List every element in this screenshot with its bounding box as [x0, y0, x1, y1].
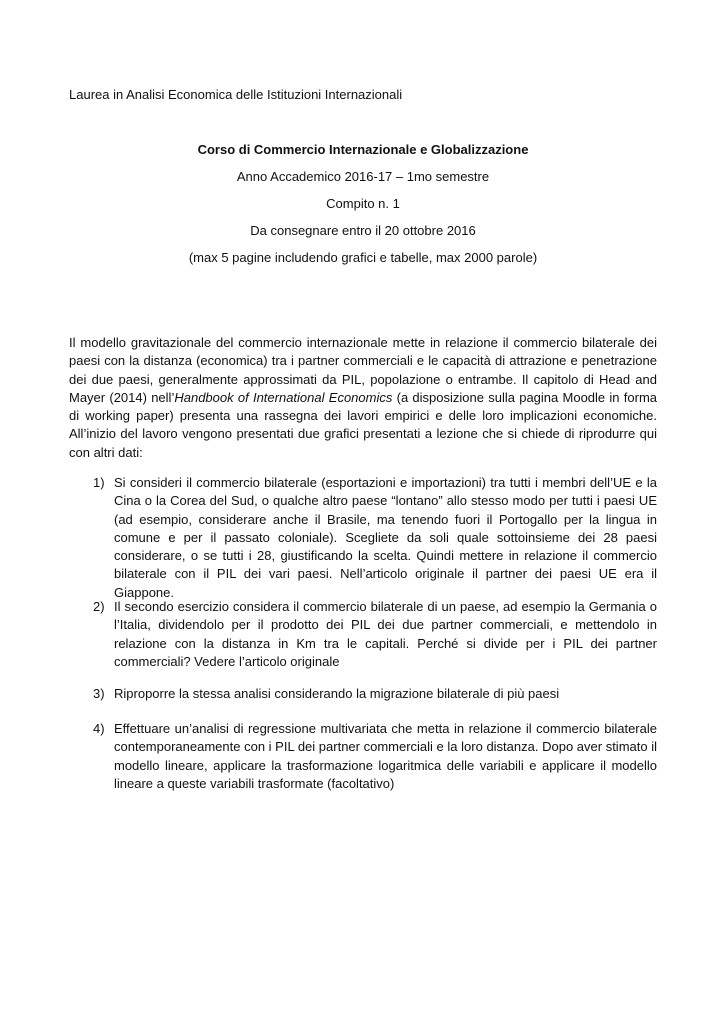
intro-text-part2: (a disposizione sulla pagina Moodle in forma di working paper) presenta una rassegna dei lavori empirici e delle loro implicazioni economiche. All’inizio del lavoro vengono presentati due grafici presentati a lezione che si chiede di riprodurre qui con altri dati:	[69, 389, 658, 460]
list-item-text: Il secondo esercizio considera il commercio bilaterale di un paese, ad esempio la Germania o l’Italia, dividendolo per il prodotto dei PIL dei due partner commerciali, e mettendolo in relazione con la distanza in Km tra le capitali. Perché si divide per i PIL dei partner commerciali? Vedere l’articolo originale	[114, 599, 657, 669]
list-item-text: Effettuare un’analisi di regressione multivariata che metta in relazione il commercio bilaterale contemporaneamente con i PIL dei partner commerciali e la loro distanza. Dopo aver stimato il modello lineare, applicare la trasformazione logaritmica delle variabili e applicare il modello lineare a queste variabili trasformate (facoltativo)	[114, 721, 657, 791]
list-item-number: 2)	[93, 599, 105, 614]
academic-year: Anno Accademico 2016-17 – 1mo semestre	[236, 169, 490, 184]
length-limits: (max 5 pagine includendo grafici e tabelle, max 2000 parole)	[188, 250, 538, 265]
list-item	[69, 474, 657, 602]
assignment-number: Compito n. 1	[326, 196, 400, 211]
intro-paragraph	[69, 334, 657, 462]
course-title: Corso di Commercio Internazionale e Globalizzazione	[197, 142, 529, 157]
list-item-number: 1)	[93, 475, 105, 490]
list-item-number: 4)	[93, 721, 105, 736]
list-item	[69, 720, 657, 793]
list-item-text: Si consideri il commercio bilaterale (esportazioni e importazioni) tra tutti i membri dell’UE e la Cina o la Corea del Sud, o qualche altro paese “lontano” allo stesso modo per tutti i paesi UE (ad esempio, considerare anche il Brasile, ma tenendo fuori il Portogallo per la lingua in comune e per il passato coloniale). Scegliete da soli quale sottoinsieme dei 28 paesi considerare, o se tutti i 28, giustificando la scelta. Quindi mettere in relazione il commercio bilaterale con il PIL dei vari paesi. Nell’articolo originale il partner dei paesi UE era il Giappone.	[114, 475, 657, 600]
list-item	[69, 598, 657, 671]
intro-text-part1: Il modello gravitazionale del commercio internazionale mette in relazione il commercio bilaterale dei paesi con la distanza (economica) tra i partner commerciali e le capacità di attrazione e penetrazione dei due paesi, generalmente approssimati da PIL, popolazione o entrambe. Il capitolo di Head and Mayer (2014) nell’	[69, 335, 657, 405]
list-item-text: Riproporre la stessa analisi considerando la migrazione bilaterale di più paesi	[114, 686, 560, 701]
due-date: Da consegnare entro il 20 ottobre 2016	[250, 223, 476, 238]
list-item-number: 3)	[93, 686, 105, 701]
degree-program: Laurea in Analisi Economica delle Istituzioni Internazionali	[69, 87, 403, 102]
handbook-title: Handbook of International Economics	[174, 389, 393, 405]
list-item	[69, 685, 657, 703]
